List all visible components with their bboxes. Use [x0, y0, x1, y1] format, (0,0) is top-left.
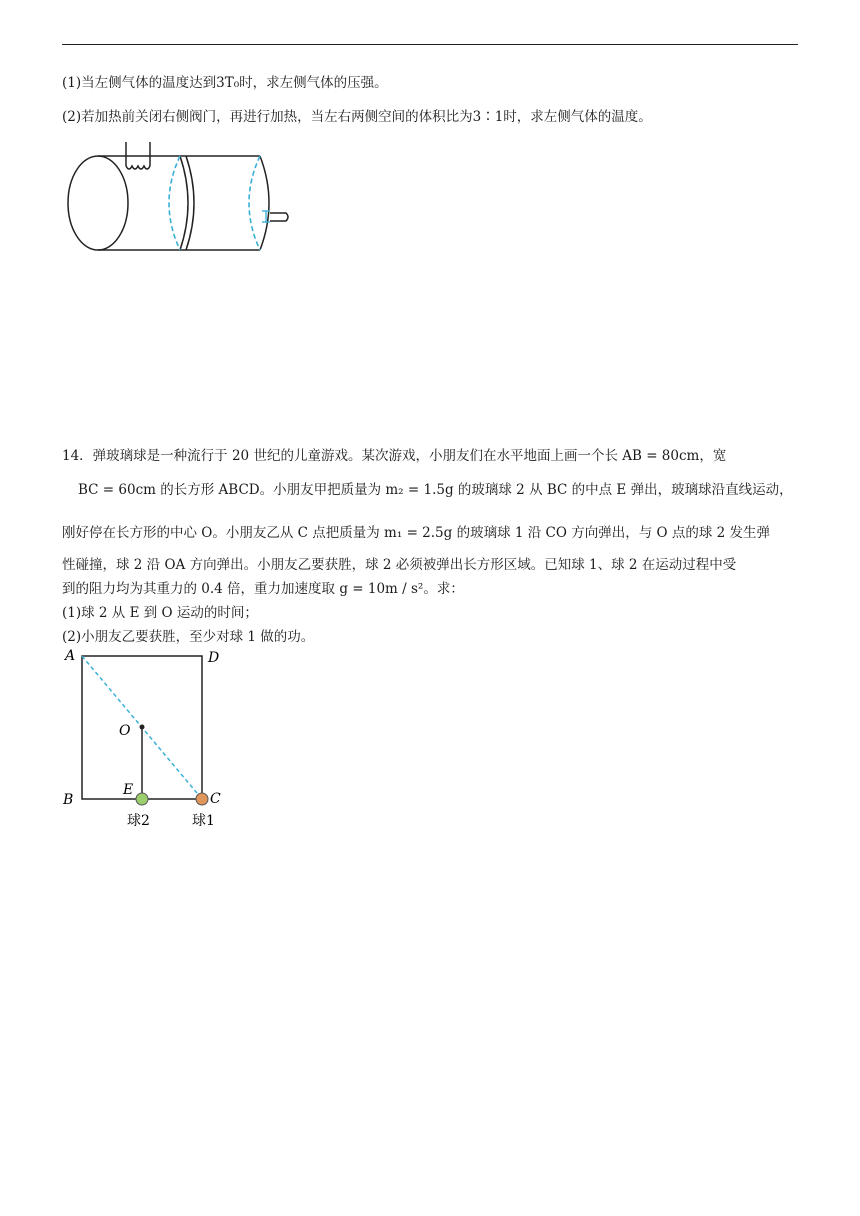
problem14-question1: (1)球 2 从 E 到 O 运动的时间；: [62, 605, 258, 621]
label-e: E: [123, 782, 134, 798]
problem13-question2: (2)若加热前关闭右侧阀门，再进行加热，当左右两侧空间的体积比为3∶1时，求左侧气体的温度。: [62, 109, 652, 125]
ball2-label: 球2: [127, 813, 150, 829]
problem14-line5: 到的阻力均为其重力的 0.4 倍，重力加速度取 g = 10m / s²。求：: [62, 581, 464, 597]
point-o: [140, 725, 145, 730]
problem14-line4: 性碰撞，球 2 沿 OA 方向弹出。小朋友乙要获胜，球 2 必须被弹出长方形区域。已知球 1、球 2 在运动过程中受: [62, 557, 737, 573]
ball1-label: 球1: [192, 813, 215, 829]
label-o: O: [119, 723, 131, 739]
label-c: C: [210, 791, 221, 807]
label-d: D: [208, 650, 220, 666]
ball-2: [136, 793, 148, 805]
ball-1: [196, 793, 208, 805]
rectangle-figure: [55, 645, 235, 830]
problem13-question1: (1)当左侧气体的温度达到3T₀时，求左侧气体的压强。: [62, 75, 388, 91]
label-b: B: [63, 792, 74, 808]
problem14-line1: 14．弹玻璃球是一种流行于 20 世纪的儿童游戏。某次游戏，小朋友们在水平地面上画一个长 AB = 80cm，宽: [62, 448, 727, 464]
cylinder-figure: [60, 138, 300, 258]
problem14-question2: (2)小朋友乙要获胜，至少对球 1 做的功。: [62, 629, 315, 645]
problem14-line2: BC = 60cm 的长方形 ABCD。小朋友甲把质量为 m₂ = 1.5g 的玻璃球 2 从 BC 的中点 E 弹出，玻璃球沿直线运动，: [78, 482, 793, 498]
label-a: A: [65, 648, 76, 664]
problem14-line3: 刚好停在长方形的中心 O。小朋友乙从 C 点把质量为 m₁ = 2.5g 的玻璃球 1 沿 CO 方向弹出，与 O 点的球 2 发生弹: [62, 525, 771, 541]
header-rule: [62, 44, 798, 45]
